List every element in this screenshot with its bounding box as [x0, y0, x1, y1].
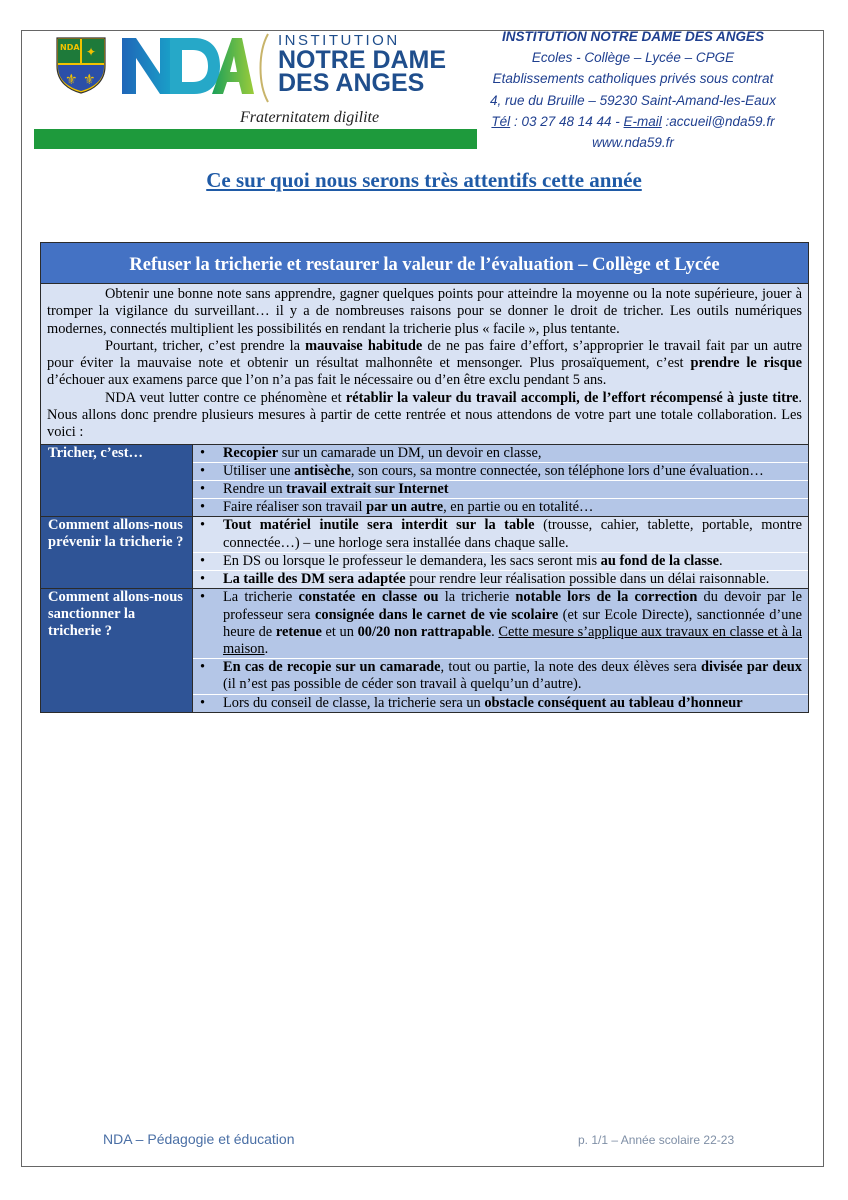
text-run: Faire réaliser son travail: [223, 499, 367, 516]
text-run: , son cours, sa montre connectée, son téléphone lors d’une évaluation…: [350, 462, 764, 479]
list-item: [193, 571, 808, 588]
bold-text: par un autre: [366, 499, 444, 516]
row-content: [193, 589, 808, 711]
bold-text: notable lors de la correction: [515, 589, 698, 606]
text-run: .: [719, 552, 723, 569]
text-run: (il n’est pas possible de céder son travail à quelqu’un d’autre).: [223, 676, 582, 693]
bold-text: retenue: [275, 623, 322, 640]
institution-name-line2: DES ANGES: [278, 69, 425, 97]
text-run: Rendre un: [223, 481, 287, 498]
row-content: [193, 517, 808, 588]
contact-type: Etablissements catholiques privés sous contrat: [492, 71, 774, 87]
list-item: [193, 517, 808, 552]
institution-name-line1: NOTRE DAME: [278, 46, 447, 74]
bold-text: obstacle conséquent au tableau d’honneur: [484, 694, 743, 711]
nda-logo: [120, 34, 255, 96]
tel-label: Tél: [491, 113, 511, 129]
website-link[interactable]: www.nda59.fr: [592, 135, 674, 151]
bold-text: Recopier: [223, 444, 279, 461]
list-item: [193, 445, 808, 463]
footer-right: p. 1/1 – Année scolaire 22-23: [578, 1133, 735, 1147]
text-run: .: [491, 623, 499, 640]
list-item: [193, 589, 808, 659]
intro-paragraph: [47, 338, 802, 390]
bold-text: Tout matériel inutile sera interdit sur la table: [223, 517, 535, 534]
text-run: sur un camarade un DM, un devoir en classe,: [278, 444, 542, 461]
bold-text: divisée par deux: [701, 659, 802, 676]
email-value[interactable]: :accueil@nda59.fr: [661, 113, 775, 129]
row-label: Tricher, c’est…: [41, 445, 193, 517]
svg-text:✦: ✦: [86, 45, 97, 59]
contact-phone-email: [478, 111, 788, 132]
list-item: [193, 695, 808, 712]
contact-title: INSTITUTION NOTRE DAME DES ANGES: [501, 29, 764, 44]
tel-value: : 03 27 48 14 44 -: [510, 113, 624, 129]
list-item: [193, 553, 808, 571]
coat-of-arms-icon: [55, 36, 107, 94]
text-run: Pourtant, tricher, c’est prendre la: [105, 337, 306, 354]
bold-text: rétablir la valeur du travail accompli, de l’effort récompensé à juste titre: [345, 389, 799, 406]
underlined-text: Cette mesure s’applique aux travaux en classe et à la maison: [223, 623, 802, 657]
intro-paragraph: [47, 390, 802, 442]
institution-label: INSTITUTION: [278, 32, 400, 49]
text-run: Utiliser une: [223, 462, 295, 479]
list-item: [193, 659, 808, 694]
text-run: (et sur Ecole Directe), sanctionnée d’une heure de: [223, 606, 802, 640]
table-row: [41, 516, 808, 588]
text-run: la tricherie: [438, 589, 516, 606]
text-run: En DS ou lorsque le professeur le demandera, les sacs seront mis: [223, 552, 601, 569]
text-run: Lors du conseil de classe, la tricherie sera un: [223, 694, 485, 711]
bold-text: au fond de la classe: [600, 552, 719, 569]
row-content: [193, 445, 808, 517]
logo-divider-curve: [254, 32, 274, 104]
text-run: , tout ou partie, la note des deux élèves sera: [440, 659, 702, 676]
bold-text: La taille des DM sera adaptée: [223, 571, 406, 588]
contact-block: [478, 26, 788, 153]
list-item: [193, 463, 808, 481]
text-run: .: [264, 640, 269, 657]
bold-text: prendre le risque: [690, 355, 802, 372]
svg-text:⚜: ⚜: [83, 73, 96, 88]
header-green-bar: [34, 129, 477, 149]
motto: Fraternitatem digilite: [240, 109, 380, 126]
text-run: , en partie ou en totalité…: [443, 499, 594, 516]
table-intro: [41, 284, 808, 444]
text-run: . Nous allons donc prendre plusieurs mesures à partir de cette rentrée et nous attendons de votre part une totale collaboration. Les voici :: [47, 389, 802, 441]
row-label: Comment allons-nous sanctionner la tricherie ?: [41, 589, 193, 711]
bold-text: constatée en classe ou: [298, 589, 439, 606]
intro-paragraph: [47, 286, 802, 338]
text-run: (trousse, cahier, tablette, portable, montre connectée…) – une horloge sera installée dans chaque salle.: [223, 517, 802, 551]
text-run: d’échouer aux examens parce que l’on n’a pas fait le nécessaire ou d’en être exclu pendant 5 ans.: [47, 372, 607, 389]
bold-text: travail extrait sur Internet: [286, 481, 449, 498]
bold-text: En cas de recopie sur un camarade: [223, 659, 441, 676]
text-run: du devoir par le professeur sera: [223, 589, 802, 623]
contact-schools: Ecoles - Collège – Lycée – CPGE: [531, 50, 735, 66]
table-rows: [41, 444, 808, 712]
bold-text: mauvaise habitude: [305, 337, 423, 354]
page-title: Ce sur quoi nous serons très attentifs cette année: [206, 168, 642, 192]
bullet-list: [193, 517, 808, 588]
table-header: Refuser la tricherie et restaurer la valeur de l’évaluation – Collège et Lycée: [41, 243, 808, 284]
institution-wordmark: [278, 33, 446, 95]
list-item: [193, 481, 808, 499]
text-run: de ne pas faire d’effort, s’approprier le travail fait par un autre pour éviter la mauvaise note et obtenir un résultat malhonnête et mensonger. Plus prosaïquement, c’est: [47, 337, 803, 372]
text-run: et un: [321, 623, 358, 640]
bold-text: consignée dans le carnet de vie scolaire: [315, 606, 559, 623]
svg-text:NDA: NDA: [60, 43, 80, 52]
bold-text: antisèche: [294, 462, 351, 479]
footer-left: NDA – Pédagogie et éducation: [103, 1131, 295, 1147]
text-run: Obtenir une bonne note sans apprendre, gagner quelques points pour atteindre la moyenne ou la note supérieure, jouer à tromper la vigilance du surveillant… il y a de nombreuses raisons pour se donner le droit de tricher. Les outils numériques modernes, connectés multiplient les possibilités en rendant la tricherie plus « facile », plus tentante.: [47, 286, 802, 337]
text-run: La tricherie: [223, 589, 299, 606]
text-run: NDA veut lutter contre ce phénomène et: [105, 389, 346, 406]
text-run: pour rendre leur réalisation possible dans un délai raisonnable.: [405, 571, 770, 588]
measures-table: [40, 242, 809, 713]
table-row: [41, 444, 808, 517]
email-label[interactable]: E-mail: [623, 113, 662, 129]
bullet-list: [193, 589, 808, 711]
svg-text:⚜: ⚜: [65, 73, 78, 88]
table-row: [41, 588, 808, 711]
row-label: Comment allons-nous prévenir la tricherie ?: [41, 517, 193, 588]
bold-text: 00/20 non rattrapable: [357, 623, 492, 640]
list-item: [193, 499, 808, 516]
bullet-list: [193, 445, 808, 517]
contact-address: 4, rue du Bruille – 59230 Saint-Amand-les-Eaux: [490, 92, 776, 108]
